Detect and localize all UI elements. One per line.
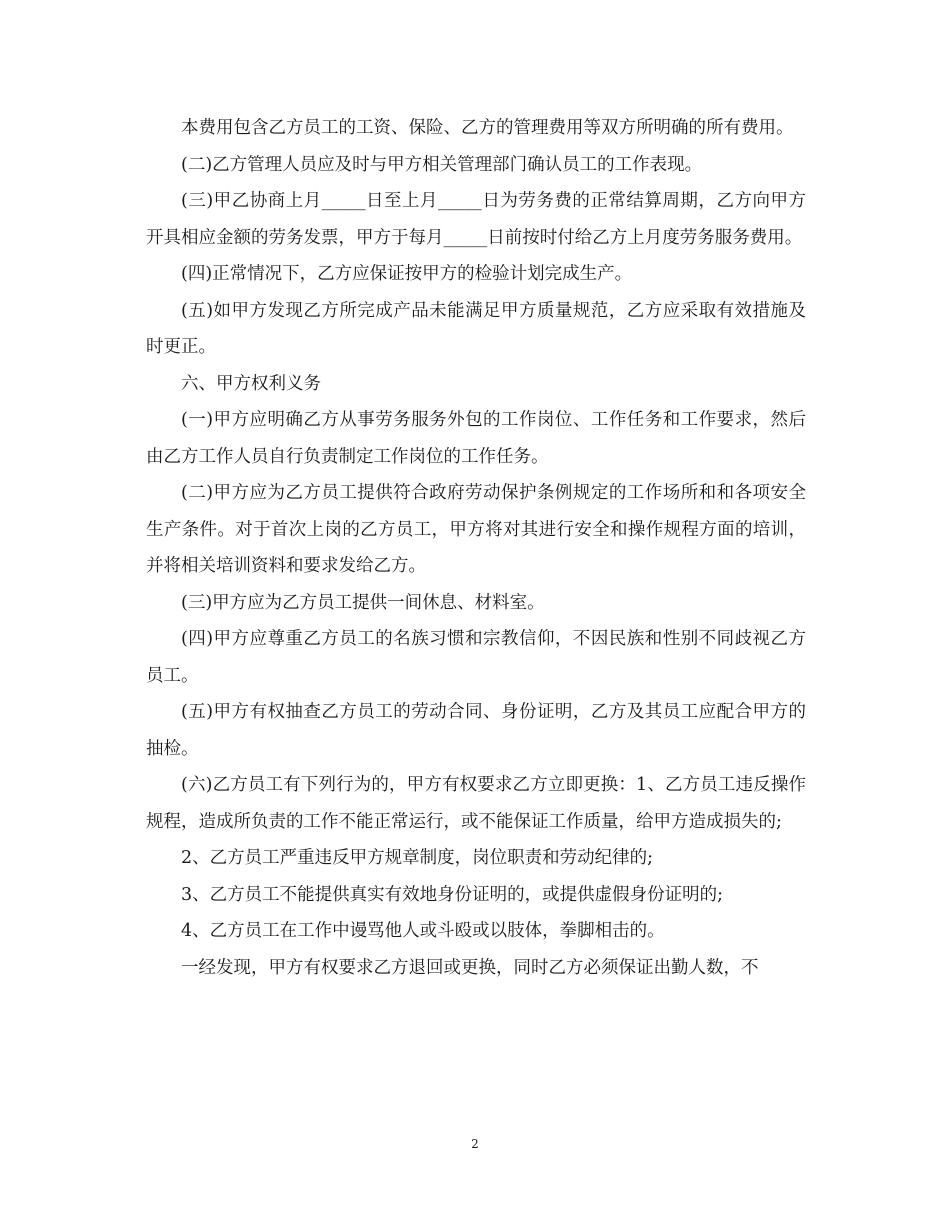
list-item-3: 3、乙方员工不能提供真实有效地身份证明的，或提供虚假身份证明的; bbox=[181, 884, 724, 905]
paragraph-clause-2: (二)乙方管理人员应及时与甲方相关管理部门确认员工的工作表现。 bbox=[181, 154, 703, 175]
paragraph-a-clause-2: (二)甲方应为乙方员工提供符合政府劳动保护条例规定的工作场所和和各项安全生产条件。对于首次上岗的乙方员工，甲方将对其进行安全和操作规程方面的培训，并将相关培训资料和要求发给乙方。 bbox=[146, 483, 806, 576]
paragraph-a-clause-1: (一)甲方应明确乙方从事劳务服务外包的工作岗位、工作任务和工作要求，然后由乙方工作人员自行负责制定工作岗位的工作任务。 bbox=[146, 410, 806, 467]
paragraph-clause-3: (三)甲乙协商上月_____日至上月_____日为劳务费的正常结算周期，乙方向甲方开具相应金额的劳务发票，甲方于每月_____日前按时付给乙方上月度劳务服务费用。 bbox=[146, 191, 806, 248]
paragraph-fee-scope: 本费用包含乙方员工的工资、保险、乙方的管理费用等双方所明确的所有费用。 bbox=[181, 118, 794, 138]
paragraph-a-clause-3: (三)甲方应为乙方员工提供一间休息、材料室。 bbox=[181, 592, 545, 613]
list-item-4: 4、乙方员工在工作中谩骂他人或斗殴或以肢体，拳脚相击的。 bbox=[181, 921, 665, 941]
page-number: 2 bbox=[471, 1137, 479, 1151]
paragraph-clause-5: (五)如甲方发现乙方所完成产品未能满足甲方质量规范，乙方应采取有效措施及时更正。 bbox=[146, 300, 806, 357]
section-heading-party-a-rights: 六、甲方权利义务 bbox=[181, 373, 321, 394]
list-item-2: 2、乙方员工严重违反甲方规章制度，岗位职责和劳动纪律的; bbox=[181, 848, 654, 868]
paragraph-a-clause-6: (六)乙方员工有下列行为的，甲方有权要求乙方立即更换：1、乙方员工违反操作规程，造成所负责的工作不能正常运行，或不能保证工作质量，给甲方造成损失的; bbox=[146, 775, 806, 832]
paragraph-a-clause-4: (四)甲方应尊重乙方员工的名族习惯和宗教信仰，不因民族和性别不同歧视乙方员工。 bbox=[146, 629, 806, 686]
paragraph-clause-4: (四)正常情况下，乙方应保证按甲方的检验计划完成生产。 bbox=[181, 264, 633, 284]
body-text bbox=[146, 110, 806, 986]
paragraph-a-clause-5: (五)甲方有权抽查乙方员工的劳动合同、身份证明，乙方及其员工应配合甲方的抽检。 bbox=[146, 702, 806, 759]
paragraph-continuation: 一经发现，甲方有权要求乙方退回或更换，同时乙方必须保证出勤人数，不 bbox=[181, 957, 759, 978]
